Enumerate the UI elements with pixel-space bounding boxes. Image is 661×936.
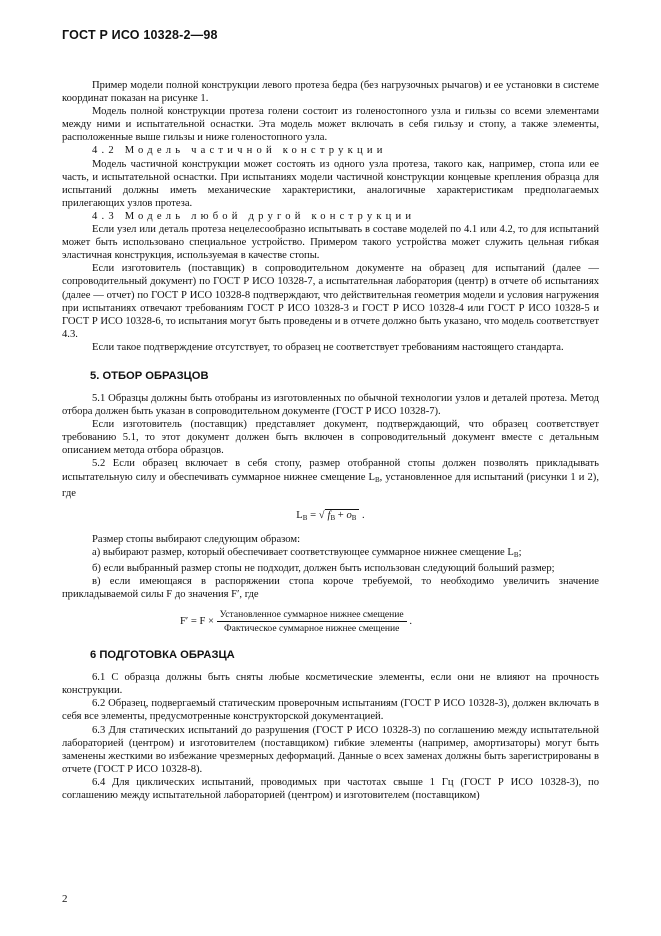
- section-4-2-text: Модель частичной конструкции может состоять из одного узла протеза, такого как, например, стопа или ее часть, и испытательной оснастки. При испытаниях модели частичной конструкции концевые крепления образца для испытаний должны иметь механические характеристики, аналогичные характеристикам предполагаемых прилегающих узлов протеза.: [62, 158, 599, 209]
- intro-paragraph-1: Пример модели полной конструкции левого протеза бедра (без нагрузочных рычагов) и ее установки в системе координат показан на рисунке 1.: [62, 80, 599, 105]
- list-item-c: в) если имеющаяся в распоряжении стопа короче требуемой, то необходимо увеличить значение прикладываемой силы F до значения F′, где: [62, 576, 599, 601]
- document-header: ГОСТ Р ИСО 10328-2—98: [62, 28, 218, 42]
- section-4-3-paragraph-1: Если узел или деталь протеза нецелесообразно испытывать в составе моделей по 4.1 или 4.2, то для испытаний может быть использовано специальное устройство. Примером такого устройства может служить цельная гибкая эластичная конструкция, используемая в качестве стопы.: [62, 224, 599, 262]
- document-page: [62, 28, 599, 802]
- section-6-2-text: 6.2 Образец, подвергаемый статическим проверочным испытаниям (ГОСТ Р ИСО 10328-3), должен включать в себя все элементы, предусмотренные конструкторской документацией.: [62, 698, 599, 723]
- section-5-1-text: 5.1 Образцы должны быть отобраны из изготовленных по обычной технологии узлов и деталей протеза. Метод отбора должен быть указан в сопроводительном документе (ГОСТ Р ИСО 10328-7).: [62, 392, 599, 418]
- fraction: $\frac{\text{Установленное суммарное нижнее смещение}}{\text{Фактическое суммарное нижнее смещение}}$: [217, 609, 407, 634]
- formula-f-prime: F′ = F × $\frac{\text{Установленное суммарное нижнее смещение}}{\text{Фактическое суммарное нижнее смещение}}$ .: [180, 608, 412, 634]
- section-4-2-heading: 4.2 Модель частичной конструкции: [92, 145, 387, 157]
- section-6-3-text: 6.3 Для статических испытаний до разрушения (ГОСТ Р ИСО 10328-3) по соглашению между испытательной лабораторией (центром) и изготовителем (поставщиком) гибкие элементы (например, амортизаторы) могут быть заменены жесткими во избежание чрезмерных деформаций. Данные о всех заменах должны быть зарегистрированы в отчете (ГОСТ Р ИСО 10328-8).: [62, 724, 599, 775]
- section-6-1-text: 6.1 С образца должны быть сняты любые косметические элементы, если они не влияют на прочность конструкции.: [62, 672, 599, 697]
- section-5-2-text: 5.2 Если образец включает в себя стопу, размер отобранной стопы должен позволять прикладывать испытательную силу и обеспечивать суммарное нижнее смещение $L_B$, установленное для испытаний (рисунки 1 и 2), где: [62, 458, 599, 499]
- formula-lb: $L_B$ = √ $f_B + o_B$ .: [296, 509, 365, 522]
- section-5-1-note: Если изготовитель (поставщик) представляет документ, подтверждающий, что образец соответствует требованию 5.1, то этот документ должен быть включен в сопроводительный документ вместе с детальным описанием метода отбора образцов.: [62, 419, 599, 457]
- list-item-b: б) если выбранный размер стопы не подходит, должен быть использован следующий больший размер;: [92, 562, 555, 574]
- list-item-a: а) выбирают размер, который обеспечивает соответствующее суммарное нижнее смещение $L_B$;: [92, 546, 522, 559]
- section-6-4-text: 6.4 Для циклических испытаний, проводимых при частотах свыше 1 Гц (ГОСТ Р ИСО 10328-3), по соглашению между испытательной лабораторией (центром) и изготовителем (поставщиком): [62, 776, 599, 802]
- section-4-3-heading: 4.3 Модель любой другой конструкции: [92, 210, 416, 222]
- page-number: 2: [62, 893, 68, 905]
- section-5-heading: 5. ОТБОР ОБРАЗЦОВ: [90, 369, 209, 382]
- section-4-3-paragraph-3: Если такое подтверждение отсутствует, то образец не соответствует требованиям настоящего стандарта.: [92, 341, 564, 353]
- section-6-heading: 6 ПОДГОТОВКА ОБРАЗЦА: [90, 649, 235, 662]
- section-4-3-paragraph-2: Если изготовитель (поставщик) в сопроводительном документе на образец для испытаний (далее — сопроводительный документ) по ГОСТ Р ИСО 10328-7, а испытательная лаборатория (центр) в отчете об испытаниях (далее — отчет) по ГОСТ Р ИСО 10328-8 подтверждают, что действительная геометрия модели и условия нагружения при испытаниях отвечают требованиям ГОСТ Р ИСО 10328-3 и ГОСТ Р ИСО 10328-4 или ГОСТ Р ИСО 10328-5 и ГОСТ Р ИСО 10328-6, то испытания могут быть проведены и в отчете должно быть указано, что модель соответствует 4.3.: [62, 263, 599, 340]
- foot-size-intro: Размер стопы выбирают следующим образом:: [92, 533, 301, 545]
- intro-paragraph-2: Модель полной конструкции протеза голени состоит из голеностопного узла и гильзы со всеми элементами между ними и испытательной оснастки. Эта модель может включать в себя гильзу и стопу, а также элементы, расположенные выше гильзы и ниже голеностопного узла.: [62, 106, 599, 144]
